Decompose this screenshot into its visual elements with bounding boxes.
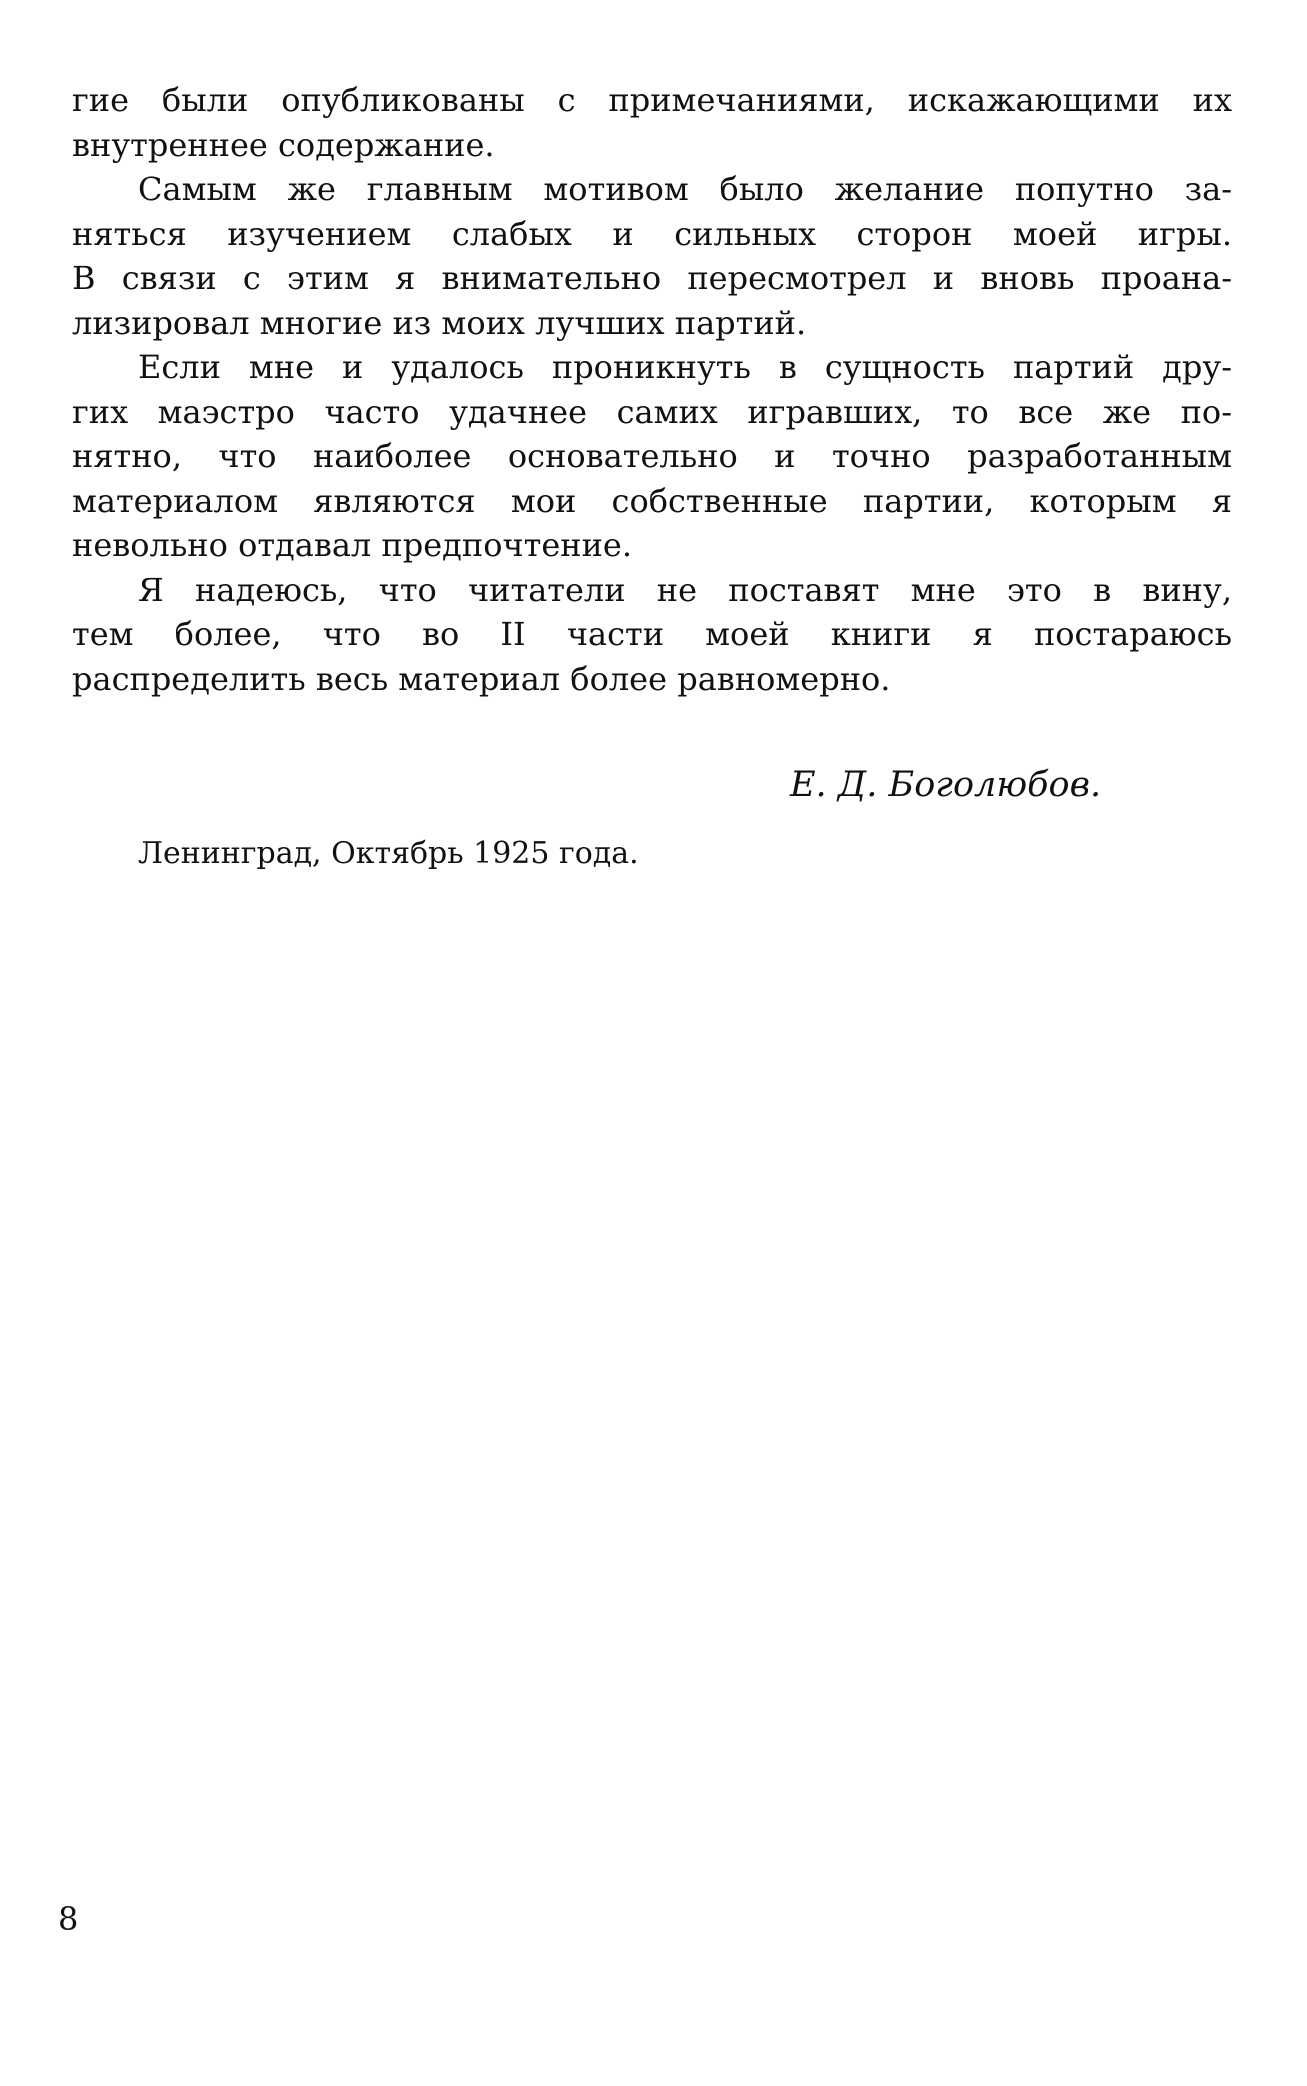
place-date: Ленинград, Октябрь 1925 года. [138,836,639,871]
text-line: Если мне и удалось проникнуть в сущность партий дру- [138,348,1232,386]
text-line: Самым же главным мотивом было желание попутно за- [138,170,1232,208]
text-line: няться изучением слабых и сильных сторон моей игры. [72,214,1232,253]
text-line: нятно, что наиболее основательно и точно разработанным [72,437,1232,475]
paragraph [72,167,1232,345]
body-text [72,78,1232,701]
text-line: тем более, что во II части моей книги я постараюсь [72,615,1232,653]
text-line: В связи с этим я внимательно пересмотрел и вновь проана- [72,259,1232,297]
text-line: распределить весь материал более равномерно. [72,659,891,698]
author-signature: Е. Д. Боголюбов. [790,765,1102,805]
paragraph [72,78,1232,167]
text-line: материалом являются мои собственные партии, которым я [72,481,1232,520]
text-line: внутреннее содержание. [72,125,495,164]
paragraph [72,345,1232,568]
text-line: гие были опубликованы с примечаниями, искажающими их [72,81,1232,119]
paragraph [72,568,1232,702]
page-number: 8 [58,1900,79,1938]
text-line: лизировал многие из моих лучших партий. [72,303,807,342]
text-line: невольно отдавал предпочтение. [72,526,633,564]
text-line: гих маэстро часто удачнее самих игравших, то все же по- [72,392,1232,431]
text-line: Я надеюсь, что читатели не поставят мне это в вину, [138,570,1232,609]
